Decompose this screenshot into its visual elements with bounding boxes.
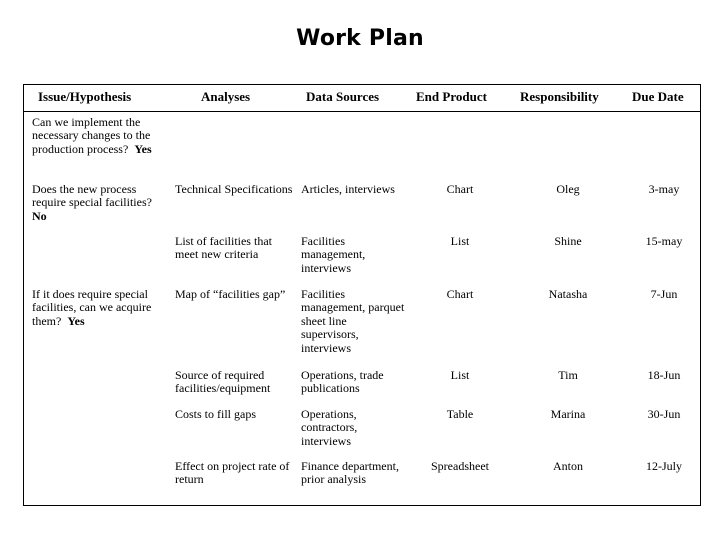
analysis-cell: Technical Specifications	[175, 182, 293, 196]
responsibility-cell: Anton	[553, 459, 583, 473]
issue-text: Does the new process require special facilities?	[32, 182, 152, 210]
issue-cell-2	[32, 183, 160, 223]
table-header	[24, 85, 700, 112]
data-source-cell: Operations, trade publications	[301, 368, 384, 396]
issue-cell-3	[32, 288, 160, 328]
due-date-cell: 18-Jun	[647, 368, 681, 382]
issue-text: Can we implement the necessary changes to the production process?	[32, 115, 151, 156]
data-source-cell: Facilities management, interviews	[301, 234, 366, 275]
end-product-cell: List	[450, 234, 470, 248]
header-data-sources: Data Sources	[306, 89, 380, 104]
due-date-cell: 15-may	[645, 234, 683, 248]
data-source-cell: Facilities management, parquet sheet line supervisors, interviews	[301, 287, 405, 355]
due-date-cell: 12-July	[646, 459, 682, 473]
analysis-cell: List of facilities that meet new criteria	[175, 234, 272, 262]
end-product-cell: Chart	[446, 182, 474, 196]
analysis-cell: Map of “facilities gap”	[175, 287, 286, 301]
responsibility-cell: Shine	[554, 234, 582, 248]
issue-cell-1	[32, 116, 160, 156]
issue-text: If it does require special facilities, can we acquire them?	[32, 287, 152, 328]
analysis-cell: Costs to fill gaps	[175, 407, 257, 421]
data-source-cell: Operations, contractors, interviews	[301, 407, 358, 448]
data-source-cell: Articles, interviews	[301, 182, 395, 196]
work-plan-table	[23, 84, 701, 506]
responsibility-cell: Natasha	[548, 287, 588, 301]
analysis-cell: Effect on project rate of return	[175, 459, 290, 487]
analysis-cell: Source of required facilities/equipment	[175, 368, 271, 396]
responsibility-cell: Marina	[550, 407, 586, 421]
issue-answer: Yes	[134, 141, 152, 156]
data-source-cell: Finance department, prior analysis	[301, 459, 399, 487]
end-product-cell: Chart	[446, 287, 474, 301]
responsibility-cell: Oleg	[556, 182, 580, 196]
responsibility-cell: Tim	[558, 368, 578, 382]
page-title: Work Plan	[296, 26, 424, 51]
due-date-cell: 3-may	[648, 182, 680, 196]
end-product-cell: List	[450, 368, 470, 382]
due-date-cell: 7-Jun	[650, 287, 678, 301]
end-product-cell: Table	[446, 407, 474, 421]
header-responsibility: Responsibility	[520, 89, 599, 104]
issue-answer: Yes	[67, 313, 85, 328]
header-end-product: End Product	[416, 89, 487, 104]
header-analyses: Analyses	[201, 89, 251, 104]
end-product-cell: Spreadsheet	[431, 459, 489, 473]
issue-answer: No	[32, 208, 47, 223]
header-due-date: Due Date	[632, 89, 684, 104]
due-date-cell: 30-Jun	[647, 407, 681, 421]
header-issue: Issue/Hypothesis	[38, 89, 132, 104]
